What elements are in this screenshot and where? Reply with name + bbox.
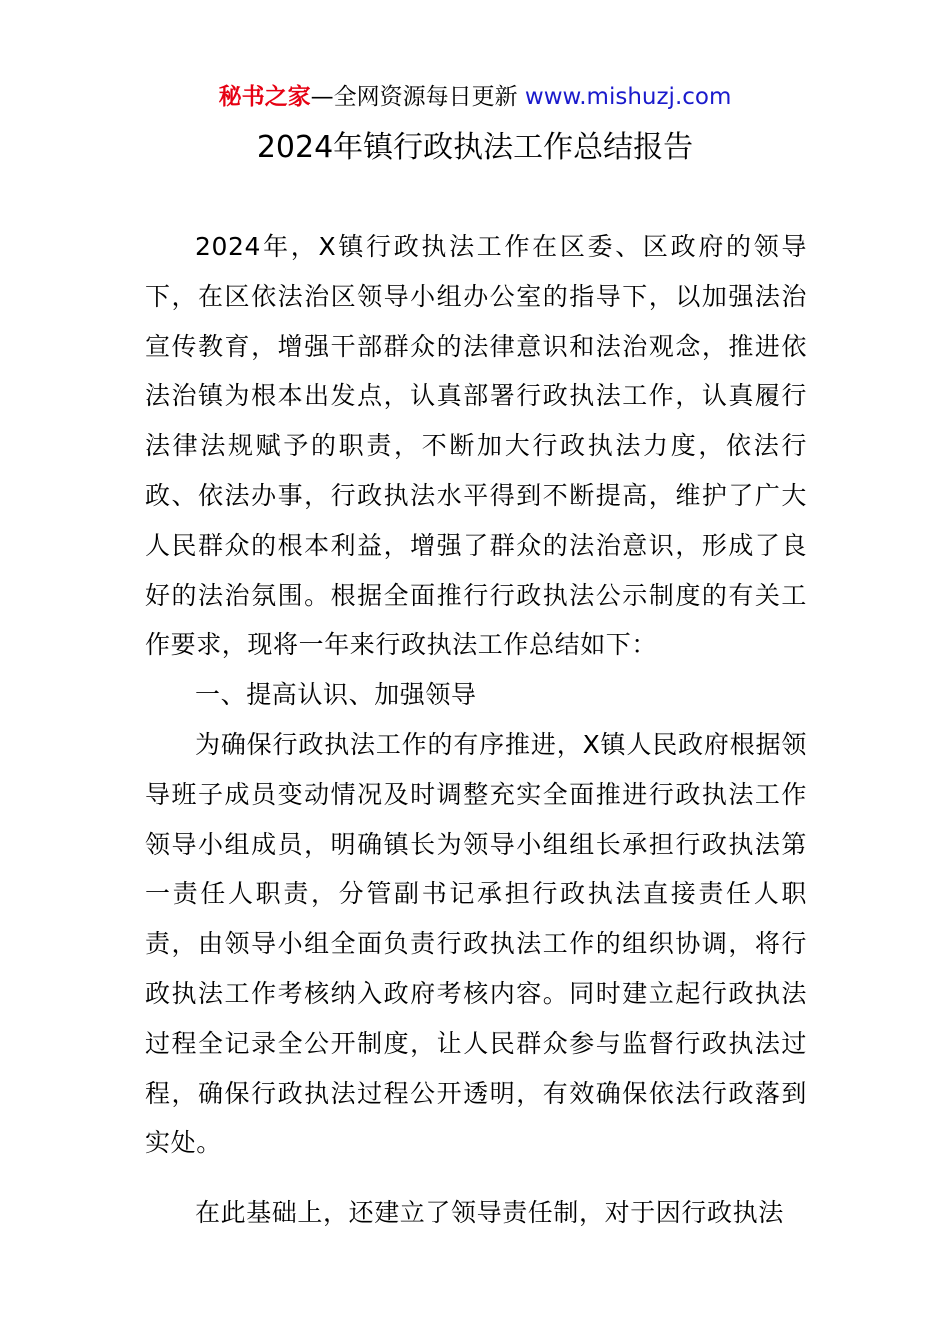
site-url: www.mishuzj.com: [524, 84, 732, 110]
document-body: [145, 222, 807, 1238]
paragraph-intro: 2024年，X镇行政执法工作在区委、区政府的领导下，在区依法治区领导小组办公室的指导下，以加强法治宣传教育，增强干部群众的法律意识和法治观念，推进依法治镇为根本出发点，认真部署行政执法工作，认真履行法律法规赋予的职责，不断加大行政执法力度，依法行政、依法办事，行政执法水平得到不断提高，维护了广大人民群众的根本利益，增强了群众的法治意识，形成了良好的法治氛围。根据全面推行行政执法公示制度的有关工作要求，现将一年来行政执法工作总结如下：: [145, 232, 807, 660]
paragraph-leadership: 为确保行政执法工作的有序推进，X镇人民政府根据领导班子成员变动情况及时调整充实全面推进行政执法工作领导小组成员，明确镇长为领导小组组长承担行政执法第一责任人职责，分管副书记承担行政执法直接责任人职责，由领导小组全面负责行政执法工作的组织协调，将行政执法工作考核纳入政府考核内容。同时建立起行政执法过程全记录全公开制度，让人民群众参与监督行政执法过程，确保行政执法过程公开透明，有效确保依法行政落到实处。: [145, 729, 807, 1158]
section-heading: 一、提高认识、加强领导: [195, 680, 477, 710]
document-title: 2024年镇行政执法工作总结报告: [256, 130, 694, 165]
brand-name: 秘书之家: [218, 84, 311, 110]
paragraph-responsibility: 在此基础上，还建立了领导责任制，对于因行政执法: [195, 1198, 784, 1228]
header-tagline: —全网资源每日更新: [310, 84, 525, 110]
site-header: [0, 80, 950, 114]
